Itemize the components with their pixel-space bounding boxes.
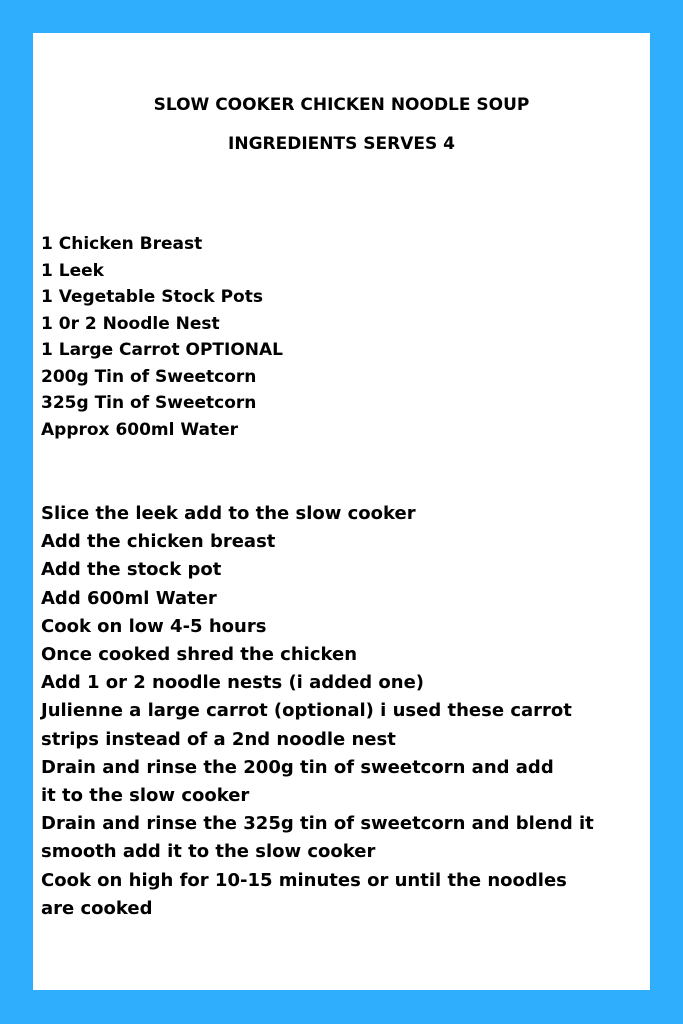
method-list	[41, 500, 641, 923]
ingredients-heading: INGREDIENTS SERVES 4	[228, 134, 455, 154]
method-line: Cook on low 4-5 hours	[41, 615, 267, 637]
recipe-card	[33, 33, 650, 990]
ingredient-item: Approx 600ml Water	[41, 419, 239, 440]
ingredient-item: 1 Large Carrot OPTIONAL	[41, 340, 283, 360]
method-line: smooth add it to the slow cooker	[41, 841, 376, 863]
method-line: Drain and rinse the 325g tin of sweetcorn and blend it	[41, 813, 594, 835]
method-line: strips instead of a 2nd noodle nest	[41, 728, 396, 750]
method-line: Cook on high for 10-15 minutes or until the noodles	[41, 869, 567, 891]
ingredient-item: 325g Tin of Sweetcorn	[41, 393, 257, 413]
method-line: it to the slow cooker	[41, 785, 250, 807]
ingredient-item: 200g Tin of Sweetcorn	[41, 366, 257, 387]
ingredient-item: 1 Chicken Breast	[41, 234, 203, 254]
method-line: Add the stock pot	[41, 559, 222, 581]
method-line: are cooked	[41, 897, 153, 919]
ingredient-item: 1 0r 2 Noodle Nest	[41, 313, 220, 334]
method-line: Slice the leek add to the slow cooker	[41, 503, 416, 524]
method-line: Add 1 or 2 noodle nests (i added one)	[41, 672, 425, 694]
method-line: Add 600ml Water	[41, 587, 217, 609]
ingredients-list	[41, 231, 641, 443]
method-line: Julienne a large carrot (optional) i used these carrot	[41, 700, 572, 722]
ingredient-item: 1 Vegetable Stock Pots	[41, 287, 263, 307]
method-line: Once cooked shred the chicken	[41, 644, 358, 666]
method-line: Drain and rinse the 200g tin of sweetcorn and add	[41, 756, 554, 778]
ingredient-item: 1 Leek	[41, 260, 104, 281]
method-line: Add the chicken breast	[41, 531, 276, 553]
recipe-title: SLOW COOKER CHICKEN NOODLE SOUP	[153, 95, 530, 115]
